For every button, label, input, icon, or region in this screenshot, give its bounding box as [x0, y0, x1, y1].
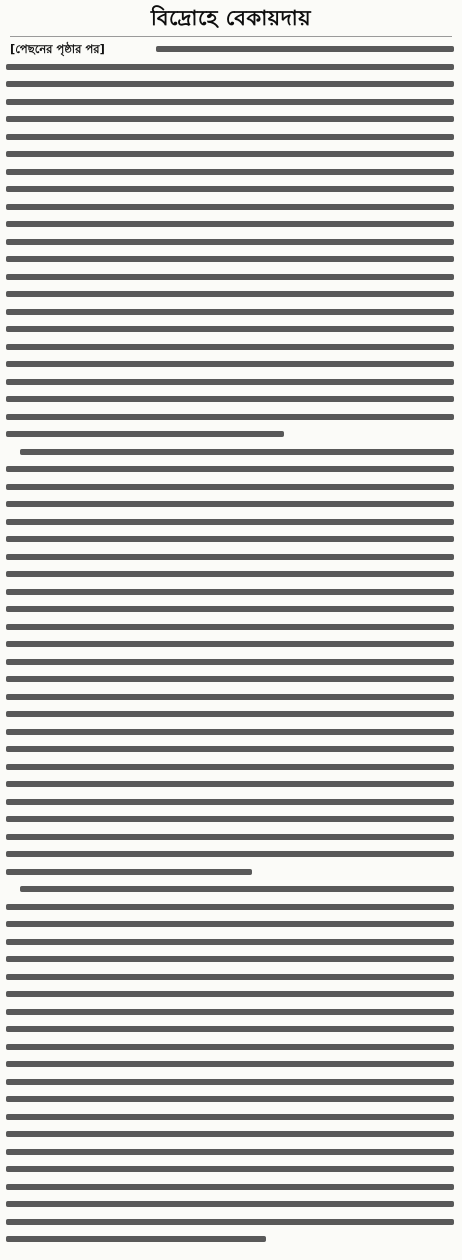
body-text-line [6, 694, 454, 700]
body-text-line [6, 344, 454, 350]
headline-divider [10, 36, 452, 37]
body-text-line [6, 466, 454, 472]
body-text-line [6, 1149, 454, 1155]
body-text-line [6, 991, 454, 997]
body-text-line [6, 239, 454, 245]
body-text-line [6, 1061, 454, 1067]
body-text-line [6, 186, 454, 192]
body-text-line [6, 589, 454, 595]
body-text-line [6, 1219, 454, 1225]
body-text-line [6, 414, 454, 420]
body-text-line [6, 326, 454, 332]
body-text-line [6, 781, 454, 787]
body-text-line [20, 886, 454, 892]
body-text-line [6, 711, 454, 717]
body-text-line [6, 624, 454, 630]
body-text-line [6, 659, 454, 665]
body-text-line [6, 1096, 454, 1102]
body-text-line [6, 974, 454, 980]
body-text-line [6, 1201, 454, 1207]
body-text-line [6, 151, 454, 157]
body-text-line [6, 834, 454, 840]
body-text-line [6, 1166, 454, 1172]
body-text-line [6, 869, 252, 875]
body-text-line [6, 396, 454, 402]
body-text-line [6, 204, 454, 210]
body-text-line [6, 309, 454, 315]
body-text-line [6, 1044, 454, 1050]
body-text-line [6, 536, 454, 542]
body-text-line [20, 449, 454, 455]
article-body [6, 40, 456, 1254]
body-text-line [6, 1131, 454, 1137]
body-text-line [6, 134, 454, 140]
body-text-line [6, 746, 454, 752]
body-text-line [6, 501, 454, 507]
body-text-line [6, 1184, 454, 1190]
body-text-line [6, 361, 454, 367]
body-text-line [6, 606, 454, 612]
body-text-line [6, 799, 454, 805]
body-text-line [6, 729, 454, 735]
body-text-line [6, 1079, 454, 1085]
body-text-line [6, 99, 454, 105]
body-text-line [6, 291, 454, 297]
body-text-line [6, 81, 454, 87]
body-text-line [6, 641, 454, 647]
body-text-line [6, 1114, 454, 1120]
body-text-line [6, 379, 454, 385]
body-text-line [6, 64, 454, 70]
body-text-line [6, 921, 454, 927]
body-text-line [6, 851, 454, 857]
body-text-line [6, 554, 454, 560]
continuation-tag: [পেছনের পৃষ্ঠার পর] [10, 42, 105, 56]
body-text-line [6, 956, 454, 962]
body-text-line [6, 1236, 266, 1242]
body-text-line [6, 431, 284, 437]
body-text-line [6, 256, 454, 262]
body-text-line [156, 46, 454, 52]
body-text-line [6, 571, 454, 577]
body-text-line [6, 519, 454, 525]
body-text-line [6, 484, 454, 490]
body-text-line [6, 169, 454, 175]
body-text-line [6, 764, 454, 770]
body-text-line [6, 904, 454, 910]
article-headline: বিদ্রোহে বেকায়দায় [150, 5, 312, 30]
body-text-line [6, 274, 454, 280]
body-text-line [6, 676, 454, 682]
body-text-line [6, 221, 454, 227]
body-text-line [6, 1009, 454, 1015]
body-text-line [6, 116, 454, 122]
body-text-line [6, 816, 454, 822]
body-text-line [6, 1026, 454, 1032]
body-text-line [6, 939, 454, 945]
